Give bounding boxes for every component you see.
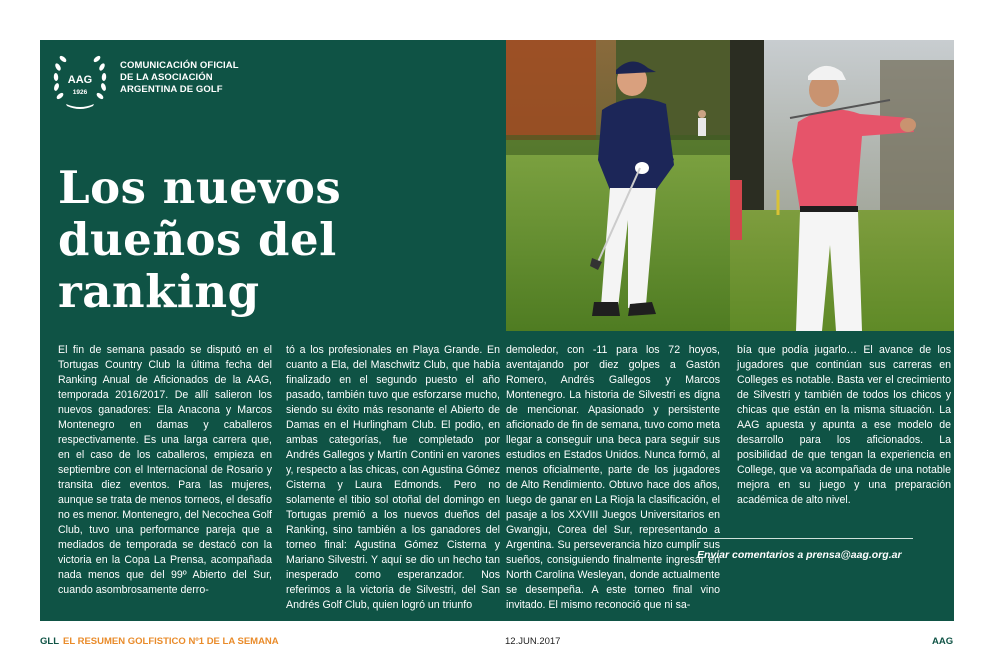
column-text: demoledor, con -11 para los 72 hoyos, aventajando por diez golpes a Gastón Romero, Andrés Gallegos y Marcos Montenegro. La historia de Silvestri es digna de mencionar. Apasionado y persistente aficionado de fin de semana, tuvo como meta llegar a conseguir una beca para seguir sus estudios en Estados Unidos. Nunca formó, al menos oficialmente, parte de los jugadores de Alto Rendimiento. Obtuvo hace dos años, luego de ganar en La Rioja la clasificación, el pasaje a los XXVIII Juegos Universitarios en Gwangju, Corea del Sur, representando a Argentina. Su perseverancia hizo cumplir sus sueños, consiguiendo finalmente ingresar en North Carolina Wesleyan, donde actualmente se desempeña. A este torneo final vino invitado. El mismo reconoció que ni sa- [506,344,720,611]
headline-line: Los nuevos [58,161,342,214]
column-text: tó a los profesionales en Playa Grande. En cuanto a Ela, del Maschwitz Club, que había finalizado en el segundo puesto el año pasado, también tuvo que esforzarse mucho, siendo su éxito más resonante el Abierto de Damas en el Hurlingham Club. El podio, en ambas categorías, fue completado por Andrés Gallegos y Martín Contini en varones y, respecto a las chicas, con Agustina Gómez Cisterna y Laura Edmonds. Pero no solamente el tibio sol otoñal del domingo en Tortugas premió a los nuevos dueños del Ranking, sino también a los ganadores del torneo final: Agustina Gómez Cisterna y Mariano Silvestri. Y aquí se dio un hecho tan inesperado como esperanzador. Nos referimos a la victoria de Silvestri, del San Andrés Golf Club, quien logró un triunfo [286,344,500,611]
footer-brand [40,636,279,647]
article-column-4 [737,343,951,508]
magazine-panel [40,40,954,621]
org-line: DE LA ASOCIACIÓN [120,72,213,83]
article-column-2 [286,343,500,613]
aag-laurel-logo [52,52,108,110]
contact-email-link[interactable]: Enviar comentarios a prensa@aag.org.ar [697,549,902,561]
footer-tagline: EL RESUMEN GOLFISTICO Nº1 DE LA SEMANA [63,636,279,647]
org-line: COMUNICACIÓN OFICIAL [120,60,239,71]
column-text: El fin de semana pasado se disputó en el Tortugas Country Club la última fecha del Ranking Anual de Aficionados de la AAG, temporada 2016/2017. De allí salieron los nuevos ganadores: Ela Anacona y Marcos Montenegro en damas y caballeros respectivamente. Es una larga carrera que, en el caso de los caballeros, empieza en septiembre con el Internacional de Rosario y transita diez eventos. Para las mujeres, aunque se trata de menos torneos, el desafío no es menor. Montenegro, del Necochea Golf Club, tuvo una performance pareja que a mediados de temporada se destacó con la victoria en la Copa La Prensa, acompañada nada menos que del 99º Abierto del Sur, cuando asombrosamente derro- [58,344,272,596]
logo-text: AAG [67,74,93,86]
org-statement [120,60,239,96]
headline-line: dueños del [58,213,337,266]
org-line: ARGENTINA DE GOLF [120,84,223,95]
contact-divider [697,538,913,539]
article-column-1 [58,343,272,598]
headline-line: ranking [58,265,260,318]
footer-aag: AAG [932,636,954,647]
logo-year: 1926 [72,89,88,96]
article-column-3 [506,343,720,613]
photo-male-golfer [506,40,730,331]
photo-female-golfer [730,40,954,331]
footer-date: 12.JUN.2017 [505,636,561,647]
article-headline [58,162,341,318]
footer-brand-gll: GLL [40,636,59,647]
column-text: bía que podía jugarlo… El avance de los jugadores que continúan sus carreras en Colleges es notable. Basta ver el crecimiento de Silvestri y también de todos los chicos y chicas que están en la misma situación. La AAG apuesta y apunta a ese modelo de desarrollo para los aficionados. La posibilidad de que tengan la experiencia en College, que va acompañada de una notable mejora en su juego y una preparación académica de alto nivel. [737,344,951,506]
